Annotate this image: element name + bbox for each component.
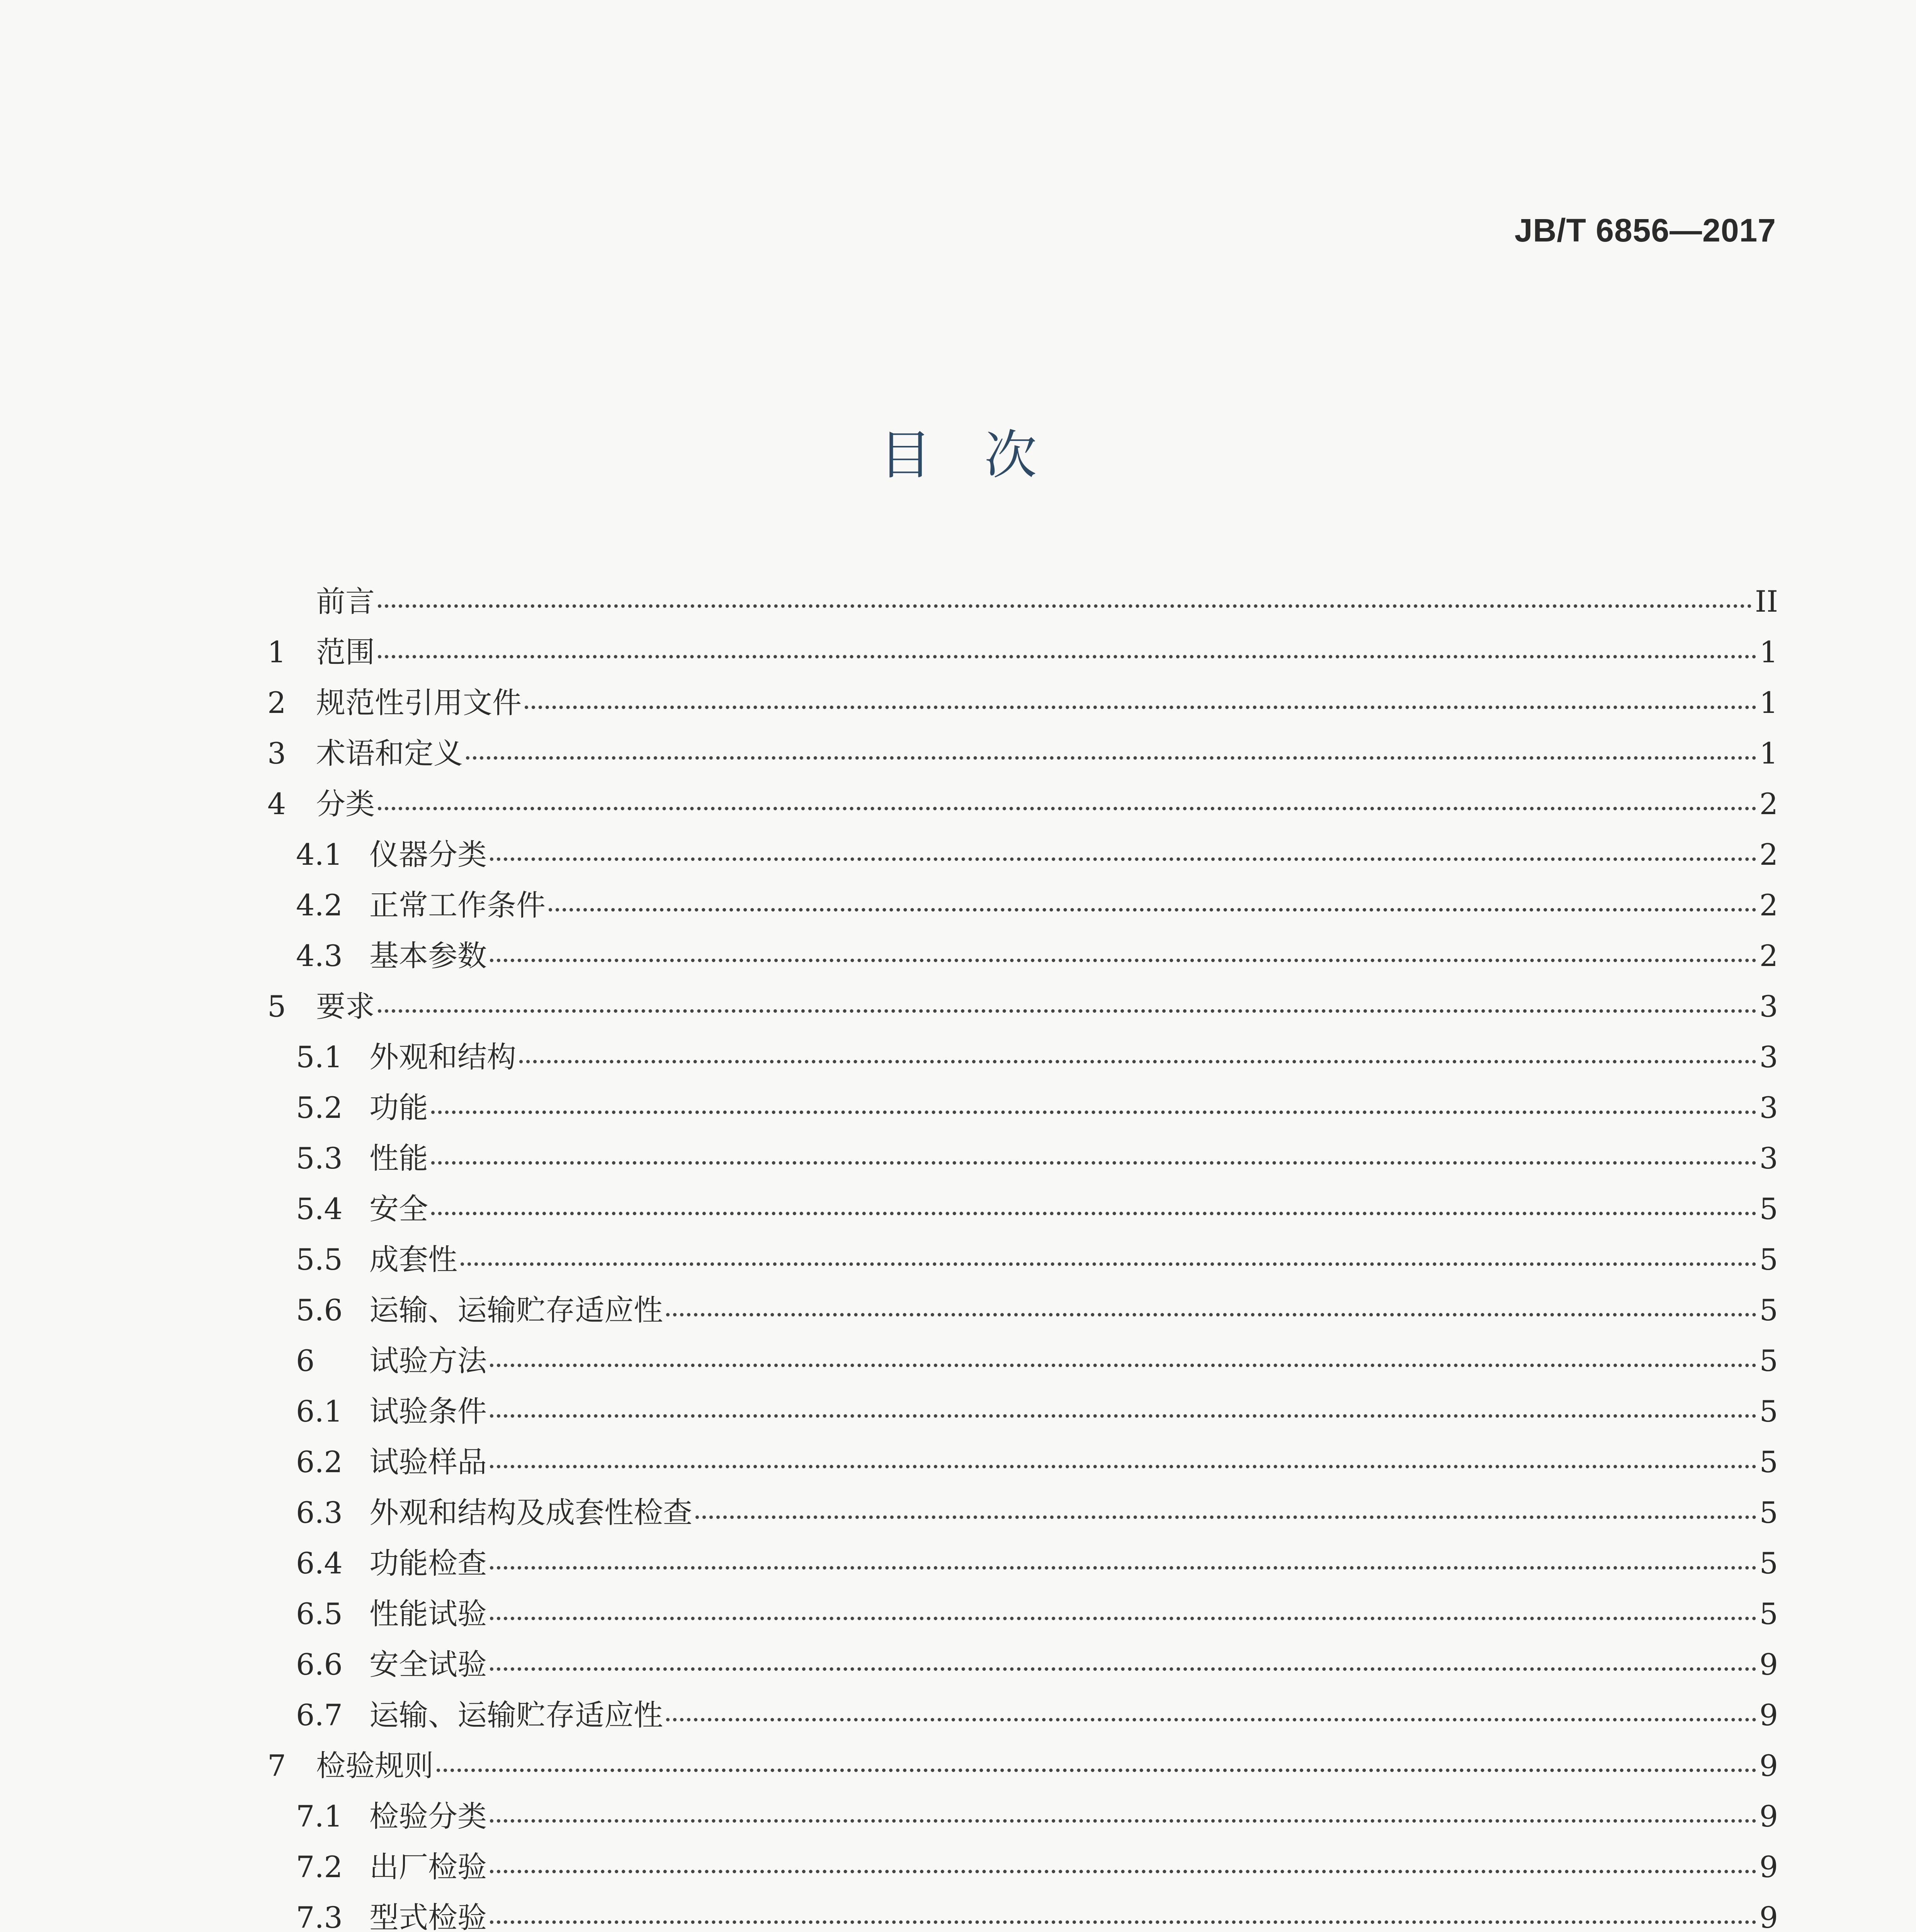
table-of-contents	[267, 578, 1778, 1932]
toc-list	[267, 578, 1778, 1932]
dot-leader	[490, 1667, 1756, 1671]
toc-entry[interactable]	[267, 1590, 1778, 1641]
entry-label: 性能	[369, 1141, 428, 1175]
dot-leader	[378, 655, 1756, 658]
toc-entry[interactable]	[267, 1287, 1778, 1337]
entry-label: 功能	[369, 1090, 428, 1125]
entry-number: 6.6	[296, 1647, 343, 1682]
entry-number: 1	[267, 635, 286, 669]
toc-entry[interactable]	[267, 983, 1778, 1034]
toc-entry[interactable]	[267, 1135, 1778, 1185]
dot-leader	[437, 1769, 1756, 1772]
entry-page: 3	[1759, 989, 1778, 1024]
entry-label: 基本参数	[369, 939, 487, 973]
entry-label: 检验规则	[316, 1748, 434, 1783]
entry-label: 分类	[316, 787, 375, 821]
dot-leader	[666, 1313, 1756, 1316]
toc-entry[interactable]	[267, 1337, 1778, 1388]
entry-number: 6.3	[296, 1495, 343, 1530]
entry-number: 6.7	[296, 1698, 343, 1732]
entry-number: 5.6	[296, 1293, 343, 1327]
entry-number: 5.5	[296, 1242, 343, 1277]
toc-entry[interactable]	[267, 1540, 1778, 1590]
entry-number: 6.1	[296, 1394, 343, 1429]
entry-label: 外观和结构及成套性检查	[369, 1495, 692, 1530]
dot-leader	[431, 1161, 1756, 1165]
dot-leader	[431, 1212, 1756, 1215]
entry-page: 5	[1759, 1546, 1778, 1580]
entry-label: 范围	[316, 635, 375, 669]
toc-entry[interactable]	[267, 629, 1778, 679]
dot-leader	[466, 756, 1756, 760]
entry-label: 安全试验	[369, 1647, 487, 1682]
entry-number: 5.2	[296, 1090, 343, 1125]
entry-label: 前言	[316, 584, 375, 619]
page-title: 目 次	[879, 425, 1037, 486]
entry-number: 3	[267, 736, 286, 770]
toc-entry[interactable]	[267, 1185, 1778, 1236]
dot-leader	[490, 1364, 1756, 1367]
toc-entry[interactable]	[267, 1742, 1778, 1793]
entry-page: 2	[1759, 939, 1778, 973]
entry-page: II	[1754, 584, 1778, 619]
entry-page: 5	[1759, 1445, 1778, 1479]
entry-label: 试验方法	[369, 1344, 487, 1378]
dot-leader	[378, 604, 1752, 608]
entry-page: 2	[1759, 888, 1778, 922]
dot-leader	[431, 1111, 1756, 1114]
entry-number: 7	[267, 1748, 286, 1783]
entry-label: 运输、运输贮存适应性	[369, 1698, 663, 1732]
dot-leader	[525, 706, 1756, 709]
toc-entry[interactable]	[267, 932, 1778, 983]
entry-page: 5	[1759, 1242, 1778, 1277]
dot-leader	[378, 1009, 1756, 1013]
toc-entry[interactable]	[267, 1388, 1778, 1439]
entry-label: 成套性	[369, 1242, 457, 1277]
entry-number: 6.5	[296, 1597, 343, 1631]
dot-leader	[490, 1870, 1756, 1873]
entry-page: 2	[1759, 787, 1778, 821]
entry-label: 试验样品	[369, 1445, 487, 1479]
dot-leader	[490, 1819, 1756, 1823]
entry-label: 术语和定义	[316, 736, 463, 770]
toc-entry[interactable]	[267, 1084, 1778, 1135]
entry-label: 功能检查	[369, 1546, 487, 1580]
entry-number: 5.1	[296, 1040, 343, 1074]
dot-leader	[490, 1465, 1756, 1468]
entry-number: 4.2	[296, 888, 343, 922]
toc-entry[interactable]	[267, 1236, 1778, 1287]
toc-entry[interactable]	[267, 679, 1778, 730]
toc-entry[interactable]	[267, 1894, 1778, 1932]
entry-number: 7.3	[296, 1900, 343, 1932]
entry-label: 安全	[369, 1192, 428, 1226]
entry-page: 9	[1759, 1647, 1778, 1682]
entry-label: 性能试验	[369, 1597, 487, 1631]
entry-label: 出厂检验	[369, 1850, 487, 1884]
toc-entry[interactable]	[267, 882, 1778, 932]
entry-page: 3	[1759, 1090, 1778, 1125]
entry-page: 1	[1759, 635, 1778, 669]
entry-page: 5	[1759, 1192, 1778, 1226]
dot-leader	[461, 1262, 1756, 1266]
toc-entry[interactable]	[267, 1641, 1778, 1692]
toc-entry[interactable]	[267, 1844, 1778, 1894]
entry-page: 2	[1759, 837, 1778, 872]
entry-page: 5	[1759, 1394, 1778, 1429]
dot-leader	[666, 1718, 1756, 1721]
entry-page: 5	[1759, 1495, 1778, 1530]
entry-label: 检验分类	[369, 1799, 487, 1833]
entry-page: 9	[1759, 1748, 1778, 1783]
toc-entry[interactable]	[267, 1489, 1778, 1540]
entry-number: 6.4	[296, 1546, 343, 1580]
dot-leader	[490, 1617, 1756, 1620]
entry-number: 4.1	[296, 837, 343, 872]
dot-leader	[490, 1920, 1756, 1924]
toc-entry[interactable]	[267, 1034, 1778, 1084]
entry-number: 5.4	[296, 1192, 343, 1226]
entry-label: 试验条件	[369, 1394, 487, 1429]
entry-page: 3	[1759, 1040, 1778, 1074]
entry-label: 运输、运输贮存适应性	[369, 1293, 663, 1327]
entry-number: 5	[267, 989, 286, 1024]
entry-label: 规范性引用文件	[316, 685, 522, 720]
entry-label: 要求	[316, 989, 375, 1024]
dot-leader	[490, 959, 1756, 962]
toc-entry[interactable]	[267, 781, 1778, 831]
entry-number: 4	[267, 787, 286, 821]
entry-page: 9	[1759, 1799, 1778, 1833]
toc-entry[interactable]	[267, 1692, 1778, 1742]
dot-leader	[695, 1515, 1756, 1519]
standard-code: JB/T 6856—2017	[1514, 212, 1776, 248]
entry-page: 5	[1759, 1344, 1778, 1378]
entry-number: 2	[267, 685, 286, 720]
entry-number: 5.3	[296, 1141, 343, 1175]
entry-number: 6.2	[296, 1445, 343, 1479]
entry-number: 4.3	[296, 939, 343, 973]
dot-leader	[490, 1414, 1756, 1418]
entry-page: 9	[1759, 1900, 1778, 1932]
toc-entry[interactable]	[267, 1439, 1778, 1489]
dot-leader	[378, 807, 1756, 810]
entry-page: 5	[1759, 1597, 1778, 1631]
toc-entry[interactable]	[267, 578, 1778, 629]
entry-number: 7.2	[296, 1850, 343, 1884]
entry-label: 正常工作条件	[369, 888, 546, 922]
dot-leader	[549, 908, 1756, 912]
entry-page: 9	[1759, 1698, 1778, 1732]
entry-number: 6	[296, 1344, 315, 1378]
entry-page: 3	[1759, 1141, 1778, 1175]
entry-label: 外观和结构	[369, 1040, 516, 1074]
toc-entry[interactable]	[267, 831, 1778, 882]
toc-entry[interactable]	[267, 730, 1778, 781]
dot-leader	[490, 857, 1756, 861]
entry-page: 5	[1759, 1293, 1778, 1327]
entry-label: 型式检验	[369, 1900, 487, 1932]
entry-number: 7.1	[296, 1799, 343, 1833]
entry-page: 9	[1759, 1850, 1778, 1884]
dot-leader	[519, 1060, 1756, 1063]
entry-page: 1	[1759, 736, 1778, 770]
toc-entry[interactable]	[267, 1793, 1778, 1844]
dot-leader	[490, 1566, 1756, 1570]
entry-page: 1	[1759, 685, 1778, 720]
entry-label: 仪器分类	[369, 837, 487, 872]
